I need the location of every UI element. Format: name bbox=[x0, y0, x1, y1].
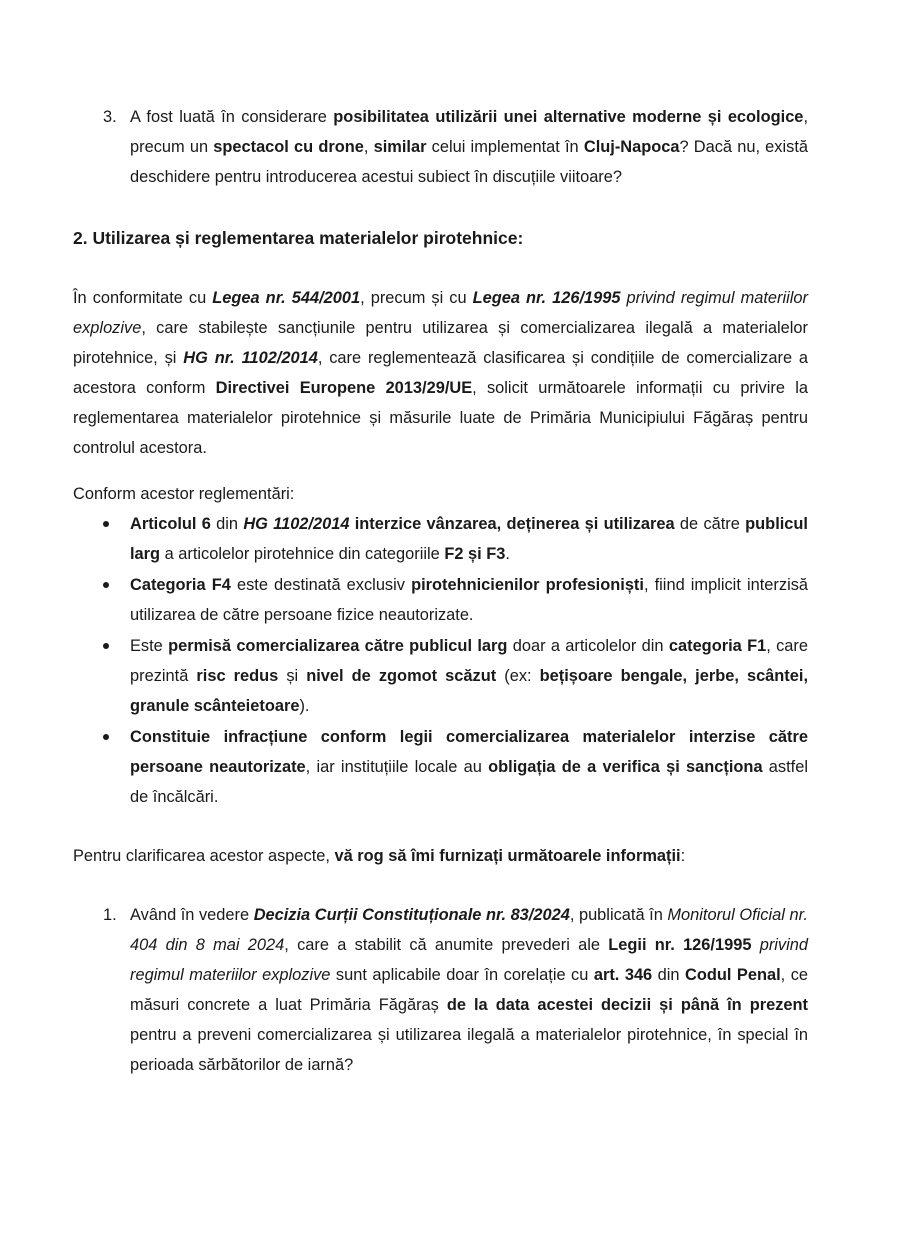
bullet-icon bbox=[103, 582, 109, 588]
bullet-item-4: Constituie infracțiune conform legii comercializarea materialelor interzise către persoane neautorizate, iar instituțiile locale au obligația de a verifica și sancționa astfel de încălcări. bbox=[130, 728, 808, 806]
bullet-item-2: Categoria F4 este destinată exclusiv pirotehnicienilor profesioniști, fiind implicit interzisă utilizarea de către persoane fizice neautorizate. bbox=[130, 576, 809, 624]
bullet-icon bbox=[103, 734, 109, 740]
section-heading: 2. Utilizarea și reglementarea materialelor pirotehnice: bbox=[73, 228, 524, 248]
list-number: 1. bbox=[103, 906, 117, 924]
bullet-item-1: Articolul 6 din HG 1102/2014 interzice vânzarea, deținerea și utilizarea de către publicul larg a articolelor pirotehnice din categoriile F2 și F3. bbox=[130, 515, 808, 563]
bullet-item-3: Este permisă comercializarea către publicul larg doar a articolelor din categoria F1, care prezintă risc redus și nivel de zgomot scăzut (ex: bețișoare bengale, jerbe, scântei, granule scânteietoare). bbox=[130, 637, 808, 715]
list-number: 3. bbox=[103, 108, 117, 126]
bullet-icon bbox=[103, 643, 109, 649]
question-1-text: Având în vedere Decizia Curții Constituționale nr. 83/2024, publicată în Monitorul Oficial nr. 404 din 8 mai 2024, care a stabilit că anumite prevederi ale Legii nr. 126/1995 privind regimul materiilor explozive sunt aplicabile doar în corelație cu art. 346 din Codul Penal, ce măsuri concrete a luat Primăria Făgăraș de la data acestei decizii și până în prezent pentru a preveni comercializarea și utilizarea ilegală a materialelor pirotehnice, în special în perioada sărbătorilor de iarnă? bbox=[130, 906, 809, 1074]
intro-paragraph: În conformitate cu Legea nr. 544/2001, precum și cu Legea nr. 126/1995 privind regimul materiilor explozive, care stabilește sancțiunile pentru utilizarea și comercializarea ilegală a materialelor pirotehnice, și HG nr. 1102/2014, care reglementează clasificarea și condițiile de comercializare a acestora conform Directivei Europene 2013/29/UE, solicit următoarele informații cu privire la reglementarea materialelor pirotehnice și măsurile luate de Primăria Municipiului Făgăraș pentru controlul acestora. bbox=[73, 289, 809, 457]
conform-label: Conform acestor reglementări: bbox=[73, 485, 295, 503]
request-paragraph: Pentru clarificarea acestor aspecte, vă rog să îmi furnizați următoarele informații: bbox=[73, 847, 686, 865]
bullet-icon bbox=[103, 521, 109, 527]
question-3-text: A fost luată în considerare posibilitatea utilizării unei alternative moderne și ecologice, precum un spectacol cu drone, similar celui implementat în Cluj-Napoca? Dacă nu, există deschidere pentru introducerea acestui subiect în discuțiile viitoare? bbox=[130, 108, 808, 186]
